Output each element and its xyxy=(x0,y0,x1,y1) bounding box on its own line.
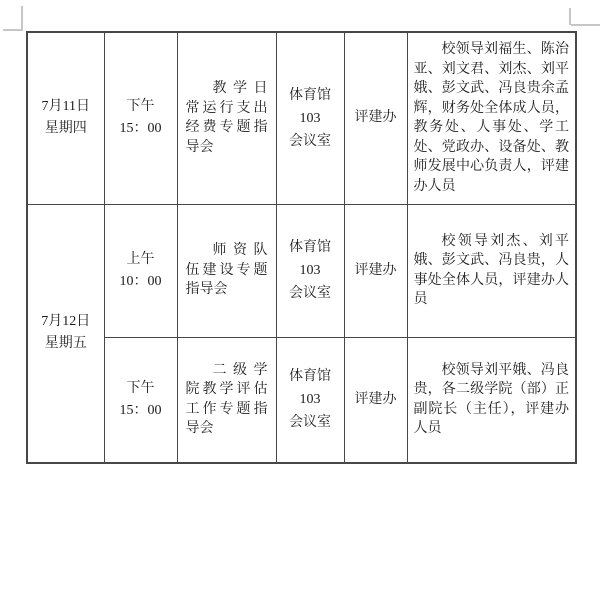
venue-name-text: 体育馆 xyxy=(289,240,331,255)
table-row xyxy=(27,32,576,204)
date-cell xyxy=(27,204,104,463)
organizer-text: 评建办 xyxy=(354,262,397,278)
attendees-text: 校领导刘杰、刘平娥、彭文武、冯良贵，人事处全体人员，评建办人员 xyxy=(413,233,569,307)
meeting-title-cell xyxy=(177,32,276,204)
time-period-text: 上午 xyxy=(126,251,155,267)
organizer-text: 评建办 xyxy=(354,391,397,407)
meeting-title-text: 二级学院教学评估工作专题指导会 xyxy=(185,362,268,437)
date-text: 7月11日 xyxy=(41,99,90,115)
organizer-cell xyxy=(344,32,407,204)
attendees-cell xyxy=(407,204,576,337)
table-row xyxy=(27,204,576,337)
date-cell xyxy=(27,32,104,204)
venue-cell xyxy=(276,337,344,463)
margin-crop-mark-left-vertical xyxy=(21,6,23,31)
time-clock-text: 10：00 xyxy=(119,273,162,289)
venue-room-number: 103 xyxy=(299,110,321,126)
time-period-text: 下午 xyxy=(126,380,155,396)
meeting-title-text: 师资队伍建设专题指导会 xyxy=(185,243,268,298)
time-cell xyxy=(104,337,177,463)
time-period-text: 下午 xyxy=(126,99,155,115)
meeting-title-text: 教学日常运行支出经费专题指导会 xyxy=(185,81,268,155)
margin-crop-mark-right-horizontal xyxy=(571,24,600,26)
date-text: 7月12日 xyxy=(41,314,91,330)
time-cell xyxy=(104,32,177,204)
venue-cell xyxy=(276,204,344,337)
venue-name-text: 体育馆 xyxy=(289,369,331,385)
margin-crop-mark-right-vertical xyxy=(569,8,571,25)
venue-room-text: 会议室 xyxy=(289,286,331,301)
meeting-title-cell xyxy=(177,337,276,463)
time-cell xyxy=(104,204,177,337)
organizer-cell xyxy=(344,337,407,463)
table-row xyxy=(27,337,576,463)
venue-room-text: 会议室 xyxy=(289,415,331,431)
attendees-text: 校领导刘平娥、冯良贵，各二级学院（部）正副院长（主任），评建办人员 xyxy=(413,362,569,437)
attendees-text: 校领导刘福生、陈治亚、刘文君、刘杰、刘平娥、彭文武、冯良贵余孟辉，财务处全体成人员，教务处、人事处、学工处、党政办、设备处、教师发展中心负责人，评建办人员 xyxy=(413,42,569,194)
venue-room-number: 103 xyxy=(299,392,321,408)
time-clock-text: 15：00 xyxy=(119,402,162,418)
margin-crop-mark-left-horizontal xyxy=(3,29,21,31)
organizer-text: 评建办 xyxy=(354,110,397,126)
venue-room-text: 会议室 xyxy=(289,133,331,149)
meeting-schedule-table xyxy=(26,31,577,464)
weekday-text: 星期四 xyxy=(44,121,87,137)
venue-name-text: 体育馆 xyxy=(289,87,331,103)
weekday-text: 星期五 xyxy=(44,336,87,352)
attendees-cell xyxy=(407,337,576,463)
organizer-cell xyxy=(344,204,407,337)
meeting-title-cell xyxy=(177,204,276,337)
venue-room-number: 103 xyxy=(299,263,321,278)
time-clock-text: 15：00 xyxy=(119,121,162,137)
venue-cell xyxy=(276,32,344,204)
attendees-cell xyxy=(407,32,576,204)
